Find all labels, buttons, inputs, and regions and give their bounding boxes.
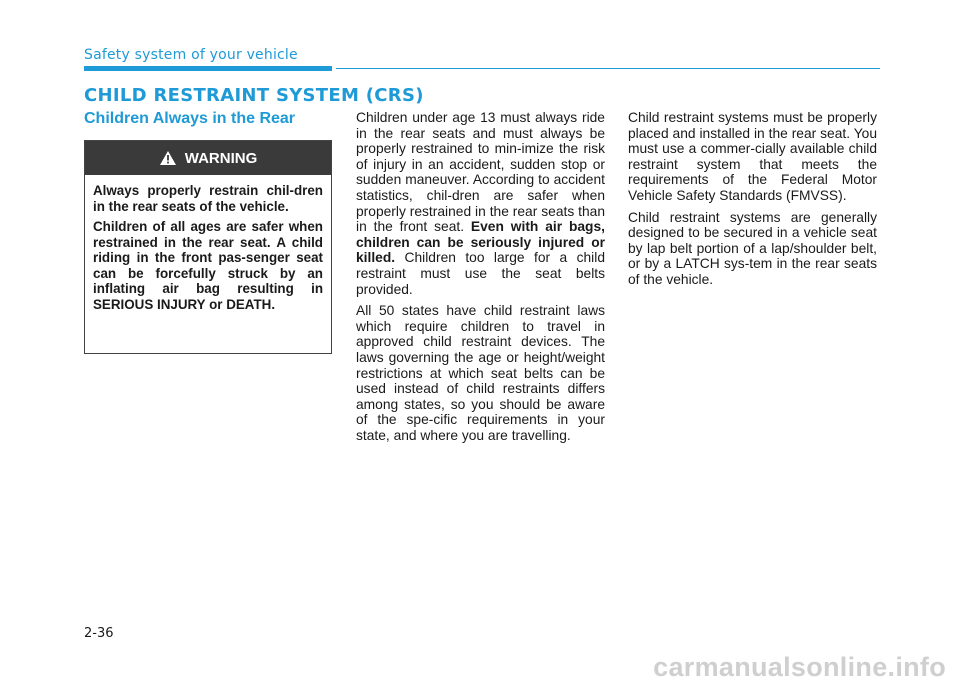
right-paragraph-1: Child restraint systems must be properly placed and installed in the rear seat. You must use a commer-cially available child restraint system that meets the requirements of the Federal Motor Vehicle Safety Standards (FMVSS). [628,110,877,203]
watermark: carmanualsonline.info [653,652,946,682]
middle-paragraph-1-end: Children too large for a child restraint must use the seat belts provided. [356,250,605,297]
warning-header [85,141,331,175]
right-paragraph-2: Child restraint systems are generally designed to be secured in a vehicle seat by lap belt portion of a lap/shoulder belt, or by a LATCH sys-tem in the rear seats of the vehicle. [628,209,877,287]
warning-triangle-icon [159,150,177,166]
warning-paragraph-1: Always properly restrain chil-dren in the rear seats of the vehicle. [93,183,323,214]
page-number: 2-36 [84,626,114,641]
middle-paragraph-1-bold: Even with air bags, children can be seriously injured or killed. [356,219,605,266]
middle-paragraph-1 [356,110,605,297]
header-rule-thin [336,68,880,69]
warning-box [84,140,332,354]
header-rule-thick [84,66,332,71]
section-title: CHILD RESTRAINT SYSTEM (CRS) [84,85,424,106]
warning-body [85,175,331,312]
section-header-label: Safety system of your vehicle [84,47,298,63]
subsection-title: Children Always in the Rear [84,110,296,127]
right-column [628,110,877,294]
middle-paragraph-1-start: Children under age 13 must always ride in the rear seats and must always be properly restrained to min-imize the risk of injury in an accident, sudden stop or sudden maneuver. According to accident statistics, chil-dren are safer when properly restrained in the rear seats than in the front seat. [356,110,605,235]
middle-column [356,110,605,449]
warning-paragraph-2: Children of all ages are safer when restrained in the rear seat. A child riding in the front pas-senger seat can be forcefully struck by an inflating air bag resulting in SERIOUS INJURY or DEATH. [93,219,323,312]
middle-paragraph-2: All 50 states have child restraint laws which require children to travel in approved child restraint devices. The laws governing the age or height/weight restrictions at which seat belts can be used instead of child restraints differs among states, so you should be aware of the spe-cific requirements in your state, and where you are travelling. [356,303,605,443]
warning-heading: WARNING [184,149,258,167]
